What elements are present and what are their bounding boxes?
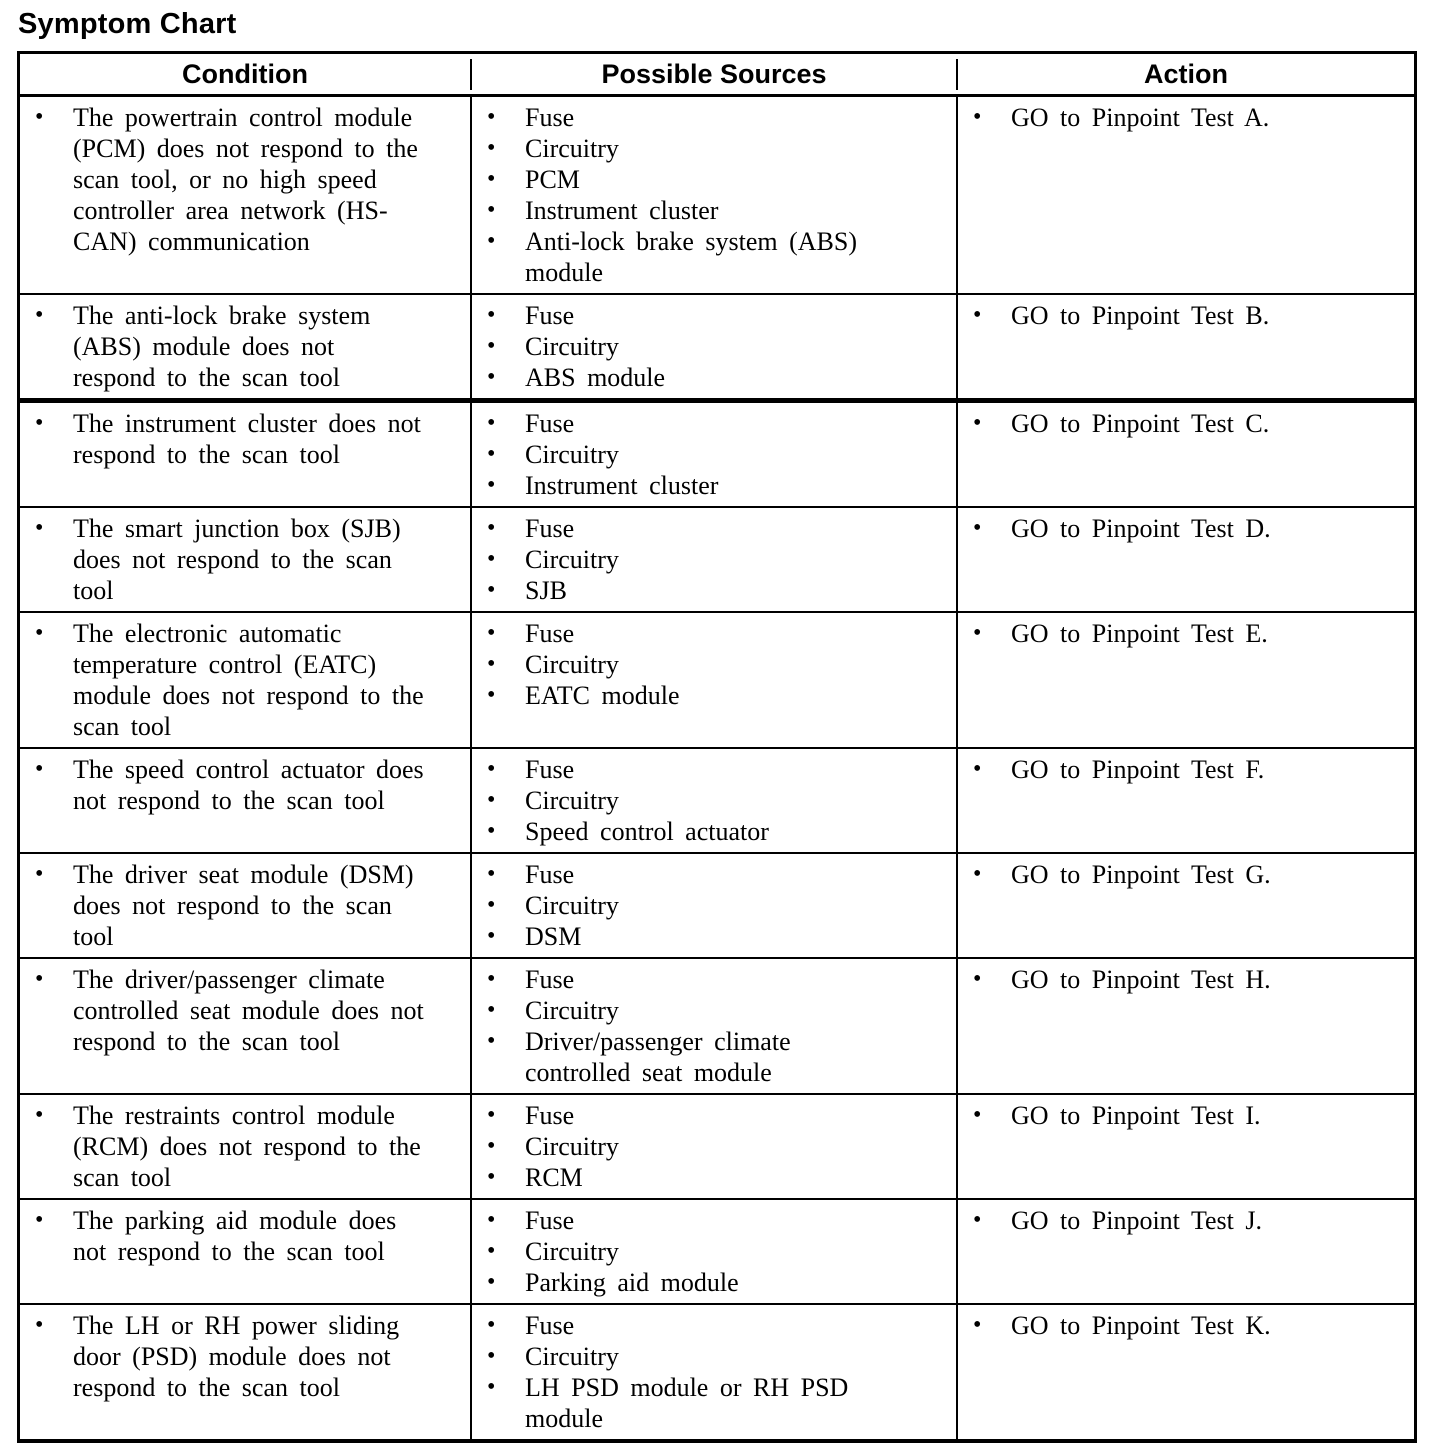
table-row (20, 852, 1414, 957)
bullet-icon: • (35, 515, 44, 541)
bullet-icon: • (35, 861, 44, 887)
source-text: Anti-lock brake system (ABS) module (525, 227, 858, 287)
action-text: GO to Pinpoint Test E. (1011, 619, 1268, 648)
bullet-icon: • (487, 923, 496, 949)
bullet-list-item (973, 618, 1414, 649)
bullet-list-item (487, 362, 956, 393)
bullet-icon: • (487, 997, 496, 1023)
action-text: GO to Pinpoint Test I. (1011, 1101, 1261, 1130)
condition-cell (20, 613, 472, 747)
bullet-list-item (487, 1310, 956, 1341)
table-row (20, 1303, 1414, 1439)
bullet-list-item (487, 195, 956, 226)
table-row (20, 97, 1414, 293)
bullet-list-item (487, 1100, 956, 1131)
source-text: Fuse (525, 1206, 575, 1235)
symptom-chart-table (17, 51, 1417, 1443)
bullet-list-item (487, 680, 956, 711)
action-cell (958, 1095, 1414, 1198)
bullet-list-item (487, 785, 956, 816)
bullet-list-item (973, 408, 1414, 439)
bullet-icon: • (973, 1102, 982, 1128)
condition-text: The anti-lock brake system (ABS) module does not respond to the scan tool (73, 301, 371, 392)
sources-cell (472, 959, 958, 1093)
source-text: Fuse (525, 514, 575, 543)
column-header-condition: Condition (20, 59, 472, 90)
sources-cell (472, 1305, 958, 1439)
source-text: Circuitry (525, 650, 619, 679)
bullet-icon: • (487, 472, 496, 498)
table-body (20, 97, 1414, 1439)
bullet-list-item (35, 102, 470, 257)
bullet-icon: • (487, 577, 496, 603)
action-text: GO to Pinpoint Test J. (1011, 1206, 1263, 1235)
bullet-list-item (35, 754, 470, 816)
bullet-icon: • (35, 620, 44, 646)
action-cell (958, 854, 1414, 957)
source-text: Instrument cluster (525, 196, 719, 225)
column-header-possible-sources: Possible Sources (472, 59, 958, 90)
condition-cell (20, 854, 472, 957)
bullet-icon: • (487, 682, 496, 708)
bullet-list-item (487, 408, 956, 439)
bullet-icon: • (35, 1312, 44, 1338)
source-text: Fuse (525, 965, 575, 994)
bullet-list-item (35, 513, 470, 606)
source-text: Fuse (525, 301, 575, 330)
bullet-icon: • (973, 756, 982, 782)
source-text: EATC module (525, 681, 680, 710)
bullet-icon: • (487, 1028, 496, 1054)
condition-cell (20, 749, 472, 852)
sources-cell (472, 854, 958, 957)
bullet-icon: • (35, 302, 44, 328)
source-text: Circuitry (525, 1342, 619, 1371)
bullet-icon: • (973, 620, 982, 646)
action-cell (958, 613, 1414, 747)
action-cell (958, 97, 1414, 293)
condition-text: The powertrain control module (PCM) does not respond to the scan tool, or no high speed controller area network (HS-CAN) communication (73, 103, 418, 256)
bullet-icon: • (487, 515, 496, 541)
condition-text: The instrument cluster does not respond to the scan tool (73, 409, 421, 469)
condition-cell (20, 1095, 472, 1198)
source-text: DSM (525, 922, 582, 951)
bullet-icon: • (487, 892, 496, 918)
bullet-icon: • (973, 104, 982, 130)
bullet-icon: • (35, 1207, 44, 1233)
source-text: Circuitry (525, 891, 619, 920)
bullet-list-item (973, 300, 1414, 331)
bullet-icon: • (487, 861, 496, 887)
source-text: Circuitry (525, 134, 619, 163)
action-cell (958, 508, 1414, 611)
action-cell (958, 403, 1414, 506)
bullet-icon: • (487, 364, 496, 390)
condition-cell (20, 97, 472, 293)
bullet-icon: • (487, 1312, 496, 1338)
bullet-icon: • (487, 1133, 496, 1159)
action-text: GO to Pinpoint Test B. (1011, 301, 1270, 330)
bullet-list-item (35, 1100, 470, 1193)
bullet-list-item (487, 921, 956, 952)
bullet-list-item (487, 133, 956, 164)
bullet-list-item (487, 575, 956, 606)
source-text: Fuse (525, 619, 575, 648)
bullet-list-item (35, 408, 470, 470)
source-text: RCM (525, 1163, 583, 1192)
table-row (20, 957, 1414, 1093)
bullet-list-item (35, 618, 470, 742)
bullet-list-item (487, 102, 956, 133)
sources-cell (472, 1095, 958, 1198)
action-text: GO to Pinpoint Test G. (1011, 860, 1271, 889)
condition-text: The restraints control module (RCM) does not respond to the scan tool (73, 1101, 421, 1192)
bullet-icon: • (487, 1238, 496, 1264)
bullet-icon: • (487, 818, 496, 844)
condition-text: The driver seat module (DSM) does not respond to the scan tool (73, 860, 414, 951)
bullet-list-item (35, 1310, 470, 1403)
condition-text: The driver/passenger climate controlled seat module does not respond to the scan tool (73, 965, 424, 1056)
bullet-list-item (973, 1310, 1414, 1341)
action-text: GO to Pinpoint Test D. (1011, 514, 1271, 543)
bullet-list-item (35, 859, 470, 952)
source-text: Circuitry (525, 440, 619, 469)
sources-cell (472, 403, 958, 506)
condition-cell (20, 295, 472, 398)
bullet-icon: • (35, 966, 44, 992)
source-text: Circuitry (525, 1132, 619, 1161)
bullet-icon: • (487, 197, 496, 223)
bullet-icon: • (487, 651, 496, 677)
bullet-list-item (973, 754, 1414, 785)
table-row (20, 293, 1414, 398)
action-text: GO to Pinpoint Test C. (1011, 409, 1270, 438)
bullet-icon: • (487, 302, 496, 328)
table-row (20, 611, 1414, 747)
bullet-icon: • (487, 228, 496, 254)
action-cell (958, 959, 1414, 1093)
condition-cell (20, 508, 472, 611)
action-cell (958, 1305, 1414, 1439)
action-text: GO to Pinpoint Test K. (1011, 1311, 1271, 1340)
bullet-icon: • (973, 861, 982, 887)
bullet-icon: • (487, 166, 496, 192)
bullet-icon: • (487, 1269, 496, 1295)
source-text: Fuse (525, 1101, 575, 1130)
bullet-list-item (487, 816, 956, 847)
condition-cell (20, 403, 472, 506)
source-text: Circuitry (525, 786, 619, 815)
bullet-list-item (487, 964, 956, 995)
bullet-list-item (973, 964, 1414, 995)
bullet-list-item (487, 890, 956, 921)
action-text: GO to Pinpoint Test A. (1011, 103, 1270, 132)
bullet-list-item (35, 300, 470, 393)
action-text: GO to Pinpoint Test H. (1011, 965, 1271, 994)
condition-text: The parking aid module does not respond to the scan tool (73, 1206, 397, 1266)
table-row (20, 1093, 1414, 1198)
bullet-icon: • (487, 966, 496, 992)
bullet-list-item (487, 226, 956, 288)
bullet-icon: • (973, 1312, 982, 1338)
condition-cell (20, 1305, 472, 1439)
bullet-icon: • (487, 1207, 496, 1233)
table-header-row (20, 54, 1414, 97)
source-text: Circuitry (525, 996, 619, 1025)
source-text: Driver/passenger climate controlled seat module (525, 1027, 791, 1087)
bullet-icon: • (487, 333, 496, 359)
source-text: Circuitry (525, 332, 619, 361)
bullet-list-item (487, 995, 956, 1026)
action-cell (958, 749, 1414, 852)
bullet-list-item (487, 1372, 956, 1434)
source-text: Circuitry (525, 545, 619, 574)
table-row (20, 506, 1414, 611)
bullet-list-item (487, 649, 956, 680)
source-text: Circuitry (525, 1237, 619, 1266)
condition-cell (20, 1200, 472, 1303)
bullet-icon: • (973, 515, 982, 541)
source-text: Fuse (525, 1311, 575, 1340)
bullet-icon: • (973, 302, 982, 328)
bullet-icon: • (973, 966, 982, 992)
bullet-icon: • (487, 756, 496, 782)
bullet-list-item (487, 470, 956, 501)
bullet-icon: • (487, 104, 496, 130)
action-cell (958, 295, 1414, 398)
bullet-list-item (487, 1162, 956, 1193)
bullet-icon: • (487, 441, 496, 467)
source-text: Fuse (525, 409, 575, 438)
bullet-list-item (973, 1100, 1414, 1131)
column-header-action: Action (1144, 58, 1228, 89)
sources-cell (472, 1200, 958, 1303)
bullet-icon: • (35, 1102, 44, 1128)
sources-cell (472, 613, 958, 747)
sources-cell (472, 749, 958, 852)
table-row (20, 747, 1414, 852)
bullet-list-item (35, 964, 470, 1057)
bullet-icon: • (487, 1164, 496, 1190)
bullet-list-item (487, 439, 956, 470)
bullet-icon: • (487, 410, 496, 436)
bullet-list-item (487, 1026, 956, 1088)
bullet-icon: • (487, 135, 496, 161)
bullet-icon: • (35, 104, 44, 130)
condition-text: The smart junction box (SJB) does not respond to the scan tool (73, 514, 401, 605)
source-text: Fuse (525, 103, 575, 132)
bullet-list-item (487, 1341, 956, 1372)
bullet-icon: • (35, 410, 44, 436)
source-text: Instrument cluster (525, 471, 719, 500)
bullet-list-item (35, 1205, 470, 1267)
source-text: PCM (525, 165, 580, 194)
bullet-list-item (487, 300, 956, 331)
bullet-list-item (487, 618, 956, 649)
source-text: Parking aid module (525, 1268, 739, 1297)
source-text: Speed control actuator (525, 817, 769, 846)
sources-cell (472, 97, 958, 293)
bullet-icon: • (487, 1374, 496, 1400)
condition-text: The LH or RH power sliding door (PSD) module does not respond to the scan tool (73, 1311, 400, 1402)
bullet-list-item (973, 102, 1414, 133)
condition-text: The speed control actuator does not respond to the scan tool (73, 755, 424, 815)
source-text: SJB (525, 576, 567, 605)
bullet-icon: • (487, 546, 496, 572)
bullet-list-item (487, 1131, 956, 1162)
condition-cell (20, 959, 472, 1093)
bullet-list-item (487, 1267, 956, 1298)
bullet-list-item (487, 754, 956, 785)
bullet-list-item (487, 859, 956, 890)
sources-cell (472, 295, 958, 398)
sources-cell (472, 508, 958, 611)
page-title: Symptom Chart (18, 8, 237, 40)
bullet-icon: • (973, 410, 982, 436)
action-cell (958, 1200, 1414, 1303)
source-text: Fuse (525, 755, 575, 784)
bullet-list-item (487, 1205, 956, 1236)
condition-text: The electronic automatic temperature control (EATC) module does not respond to the scan tool (73, 619, 424, 741)
bullet-icon: • (973, 1207, 982, 1233)
table-row (20, 398, 1414, 506)
bullet-icon: • (487, 1343, 496, 1369)
source-text: LH PSD module or RH PSD module (525, 1373, 849, 1433)
bullet-list-item (487, 331, 956, 362)
bullet-list-item (487, 1236, 956, 1267)
bullet-icon: • (487, 620, 496, 646)
source-text: Fuse (525, 860, 575, 889)
bullet-list-item (487, 513, 956, 544)
action-text: GO to Pinpoint Test F. (1011, 755, 1265, 784)
table-row (20, 1198, 1414, 1303)
bullet-icon: • (487, 787, 496, 813)
bullet-list-item (973, 513, 1414, 544)
bullet-icon: • (487, 1102, 496, 1128)
bullet-list-item (973, 1205, 1414, 1236)
source-text: ABS module (525, 363, 666, 392)
bullet-icon: • (35, 756, 44, 782)
bullet-list-item (487, 544, 956, 575)
bullet-list-item (973, 859, 1414, 890)
bullet-list-item (487, 164, 956, 195)
